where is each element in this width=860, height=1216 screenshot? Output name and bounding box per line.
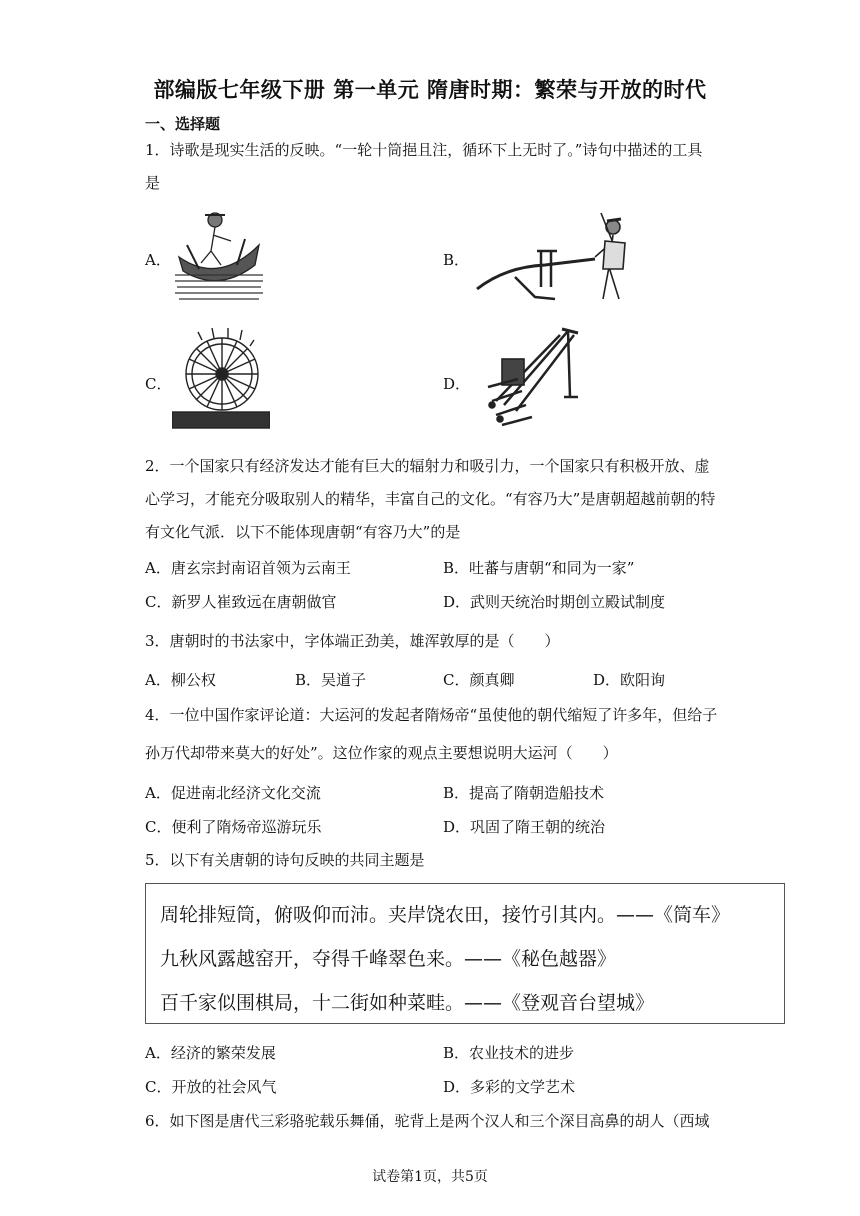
q4-option-b: B．提高了隋朝造船技术 — [443, 784, 605, 802]
q3-option-a: A．柳公权 — [145, 671, 216, 689]
poem-quote-box — [145, 883, 785, 1024]
q5-option-a: A．经济的繁荣发展 — [145, 1044, 276, 1062]
q1-option-a-image — [175, 205, 263, 303]
q3-option-d: D．欧阳询 — [593, 671, 666, 689]
q4-option-c: C．便利了隋炀帝巡游玩乐 — [145, 818, 322, 836]
q3-option-b: B．吴道子 — [295, 671, 367, 689]
q2-stem-line1: 2．一个国家只有经济发达才能有巨大的辐射力和吸引力，一个国家只有积极开放、虚 — [145, 457, 710, 475]
q1-option-b-image — [475, 207, 635, 304]
q2-option-d: D．武则天统治时期创立殿试制度 — [443, 593, 666, 611]
q1-option-c-image — [172, 328, 270, 430]
q1-stem-line1: 1．诗歌是现实生活的反映。“一轮十筒挹且注，循环下上无时了。”诗句中描述的工具 — [145, 141, 703, 159]
q4-stem-line1: 4．一位中国作家评论道：大运河的发起者隋炀帝“虽使他的朝代缩短了许多年，但给子 — [145, 706, 718, 724]
q3-option-c: C．颜真卿 — [443, 671, 515, 689]
q1-option-c-label: C． — [145, 375, 172, 393]
q4-stem-line2: 孙万代却带来莫大的好处”。这位作家的观点主要想说明大运河（ ） — [145, 744, 618, 762]
q1-option-d-image — [482, 325, 580, 431]
q5-option-c: C．开放的社会风气 — [145, 1078, 277, 1096]
q2-stem-line3: 有文化气派．以下不能体现唐朝“有容乃大”的是 — [145, 523, 461, 541]
poem-line-2: 九秋风露越窑开，夺得千峰翠色来。——《秘色越器》 — [160, 948, 617, 970]
section-heading: 一、选择题 — [145, 115, 221, 133]
poem-line-3: 百千家似围棋局，十二街如种菜畦。——《登观音台望城》 — [160, 992, 655, 1014]
q6-stem-line1: 6．如下图是唐代三彩骆驼载乐舞俑，驼背上是两个汉人和三个深目高鼻的胡人（西域 — [145, 1112, 710, 1130]
q5-option-d: D．多彩的文学艺术 — [443, 1078, 576, 1096]
page-title: 部编版七年级下册 第一单元 隋唐时期：繁荣与开放的时代 — [153, 78, 707, 102]
q2-option-a: A．唐玄宗封南诏首领为云南王 — [145, 559, 351, 577]
q2-option-b: B．吐蕃与唐朝“和同为一家” — [443, 559, 635, 577]
poem-line-1: 周轮排短筒，俯吸仰而沛。夹岸饶农田，接竹引其内。——《筒车》 — [160, 904, 731, 926]
q1-stem-line2: 是 — [145, 174, 161, 192]
q1-option-b-label: B． — [443, 251, 470, 269]
q2-option-c: C．新罗人崔致远在唐朝做官 — [145, 593, 337, 611]
q5-stem: 5．以下有关唐朝的诗句反映的共同主题是 — [145, 851, 425, 869]
q2-stem-line2: 心学习，才能充分吸取别人的精华，丰富自己的文化。“有容乃大”是唐朝超越前朝的特 — [145, 490, 716, 508]
page-footer: 试卷第1页，共5页 — [372, 1169, 488, 1185]
q4-option-d: D．巩固了隋王朝的统治 — [443, 818, 606, 836]
q4-option-a: A．促进南北经济文化交流 — [145, 784, 321, 802]
q5-option-b: B．农业技术的进步 — [443, 1044, 575, 1062]
q1-option-d-label: D． — [443, 375, 471, 393]
q1-option-a-label: A． — [145, 251, 171, 269]
q3-stem: 3．唐朝时的书法家中，字体端正劲美，雄浑敦厚的是（ ） — [145, 632, 560, 650]
